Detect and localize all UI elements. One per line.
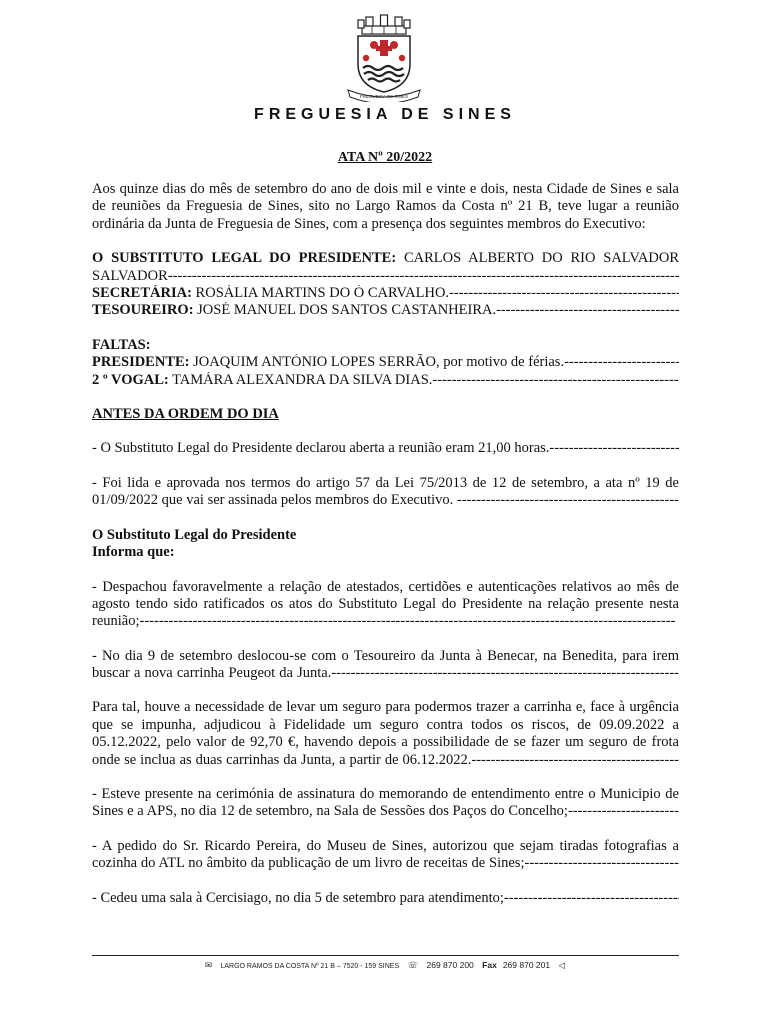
memorando-text: - Esteve presente na cerimónia de assinatura do memorando de entendimento entre o Municipio de Sines e a APS, no dia 12 de setembro, na Sala de Sessões dos Paços do Concelho;: [92, 786, 679, 820]
faltas-presidente-label: PRESIDENTE:: [92, 354, 190, 371]
footer-fax-label: Fax: [482, 960, 497, 970]
antes-heading: ANTES DA ORDEM DO DIA: [92, 406, 279, 423]
substituto-label: O SUBSTITUTO LEGAL DO PRESIDENTE:: [92, 250, 397, 267]
fax-icon: ◁: [558, 960, 566, 970]
footer-divider: [92, 955, 679, 956]
museu-paragraph: [92, 838, 679, 873]
ata-text: - Foi lida e aprovada nos termos do artigo 57 da Lei 75/2013 de 12 de setembro, a ata nº 19 de 01/09/2022 que vai ser assinada pelos membros do Executivo.: [92, 474, 679, 509]
informa-subtitle: Informa que:: [92, 544, 175, 561]
envelope-icon: ✉: [204, 960, 213, 970]
tesoureiro-name: JOSÉ MANUEL DOS SANTOS CASTANHEIRA.: [193, 302, 497, 319]
salvador-line: SALVADOR -----: [92, 268, 679, 285]
informa-title: O Substituto Legal do Presidente: [92, 526, 297, 543]
secretaria-name: ROSÁLIA MARTINS DO Ó CARVALHO.: [191, 285, 450, 302]
faltas-presidente-line: [92, 354, 679, 371]
secretaria-label: SECRETÁRIA:: [92, 285, 192, 302]
faltas-vogal-text: TAMÁRA ALEXANDRA DA SILVA DIAS.: [168, 371, 433, 388]
faltas-presidente-text: JOAQUIM ANTÓNIO LOPES SERRÃO, por motivo de férias.: [189, 354, 565, 371]
freguesia-crest-icon: [342, 12, 426, 102]
phone-icon: ☏: [407, 960, 419, 970]
secretaria-line: [92, 285, 679, 302]
crest-banner-text: FREGUESIA DE SINES: [359, 94, 409, 99]
intro-paragraph: Aos quinze dias do mês de setembro do ano de dois mil e vinte e dois, nesta Cidade de Sines e sala de reuniões da Freguesia de Sines, sito no Largo Ramos da Costa nº 21 B, teve lugar a reunião ordinária da Junta de Freguesia de Sines, com a presença dos seguintes membros do Executivo:: [92, 181, 679, 232]
page-title: FREGUESIA DE SINES: [254, 106, 516, 123]
benecar-text: - No dia 9 de setembro deslocou-se com o Tesoureiro da Junta à Benecar, na Benedita, para irem buscar a nova carrinha Peugeot da Junta.: [92, 647, 679, 682]
footer-address: LARGO RAMOS DA COSTA Nº 21 B – 7520 - 159 SINES: [220, 963, 400, 970]
tesoureiro-line: [92, 302, 679, 319]
faltas-vogal-line: [92, 372, 679, 389]
memorando-paragraph: [92, 786, 679, 821]
substituto-name: CARLOS ALBERTO DO RIO SALVADOR: [396, 250, 680, 267]
cercisiago-text: - Cedeu uma sala à Cercisiago, no dia 5 de setembro para atendimento;: [92, 889, 504, 906]
faltas-vogal-label: 2 º VOGAL:: [92, 371, 169, 388]
substituto-line: [92, 250, 679, 267]
museu-text: - A pedido do Sr. Ricardo Pereira, do Museu de Sines, autorizou que sejam tiradas fotografias a cozinha do ATL no âmbito da publicação de um livro de receitas de Sines;: [92, 837, 679, 872]
abertura-paragraph: [92, 440, 679, 457]
abertura-text: - O Substituto Legal do Presidente declarou aberta a reunião eram 21,00 horas.: [92, 440, 550, 457]
ata-title: ATA Nº 20/2022: [337, 150, 433, 165]
footer: [0, 960, 770, 971]
benecar-paragraph: [92, 648, 679, 683]
footer-phone: 269 870 200: [426, 960, 474, 970]
ata-paragraph: [92, 475, 679, 510]
footer-fax: 269 870 201: [502, 960, 551, 970]
document-body: [92, 181, 679, 907]
faltas-heading: FALTAS:: [92, 336, 151, 353]
despacho-paragraph: [92, 579, 679, 631]
despacho-text: - Despachou favoravelmente a relação de atestados, certidões e autenticações relativos ao mês de agosto tendo sido ratificados os atos do Substituto Legal do Presidente na relação presente nesta reunião;: [92, 578, 679, 630]
seguro-text: Para tal, houve a necessidade de levar um seguro para podermos trazer a carrinha e, face à urgência que se impunha, adjudicou à Fidelidade um seguro contra todos os riscos, de 09.09.2022 a 05.12.2022, pelo valor de 92,70 €, havendo depois a possibilidade de se fazer um seguro de frota onde se inclua as duas carrinhas da Junta, a partir de 06.12.2022.: [92, 699, 679, 768]
tesoureiro-label: TESOUREIRO:: [92, 302, 194, 319]
cercisiago-paragraph: [92, 890, 679, 907]
seguro-paragraph: [92, 699, 679, 769]
